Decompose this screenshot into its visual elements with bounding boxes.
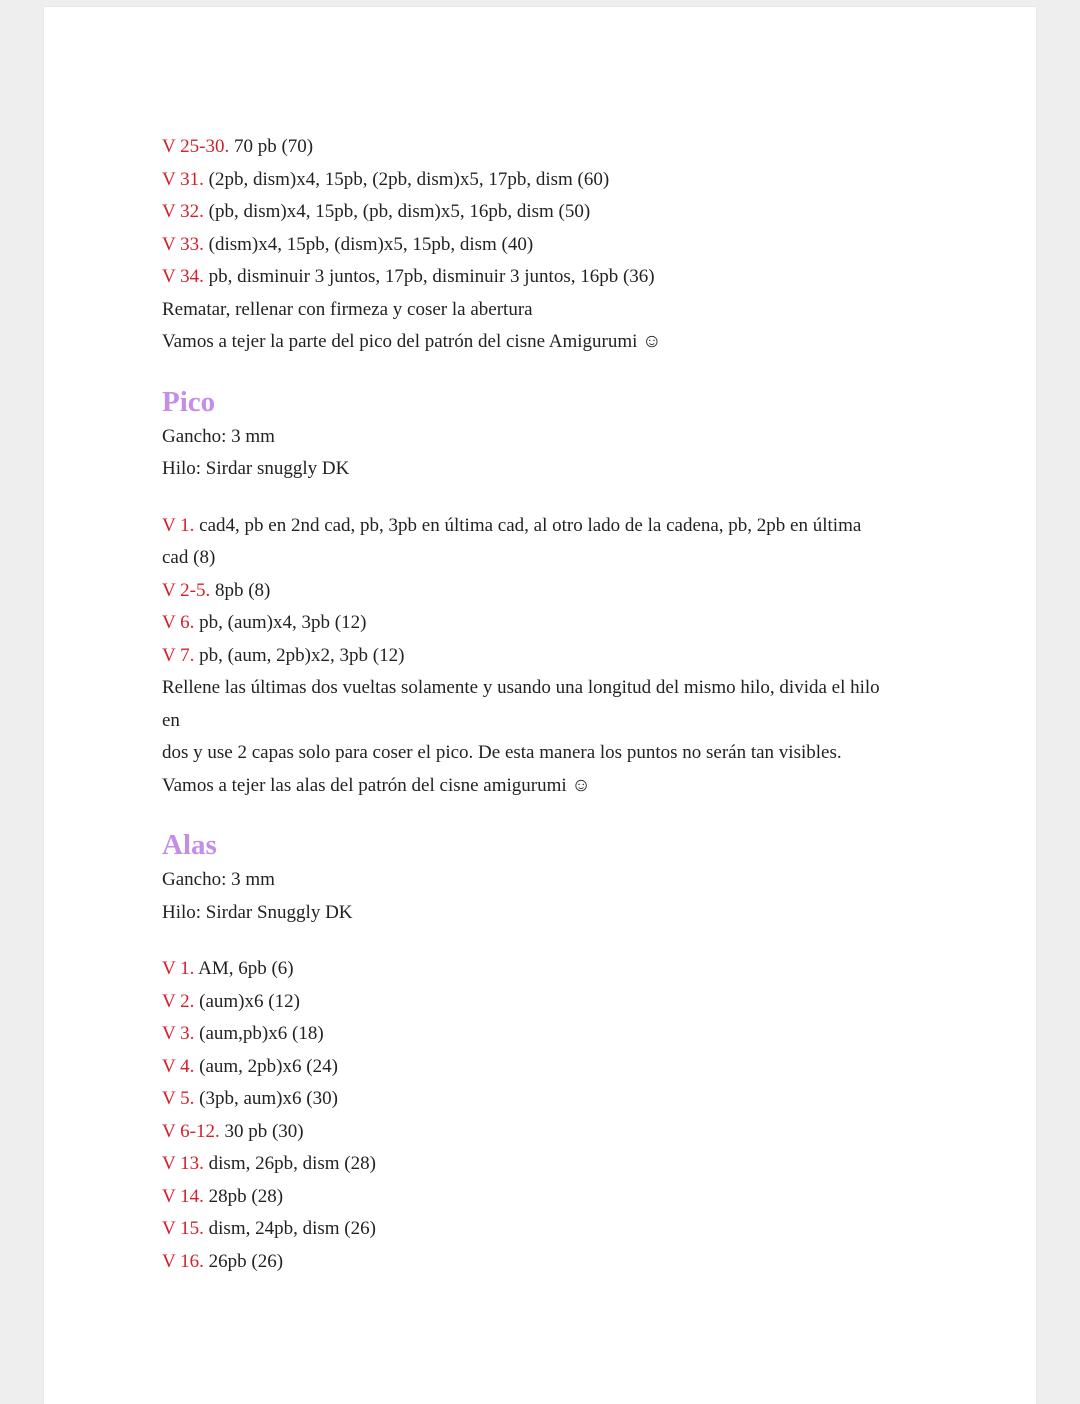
round-label: V 33. — [162, 233, 204, 255]
round-text: (dism)x4, 15pb, (dism)x5, 15pb, dism (40) — [203, 233, 534, 255]
round-label: V 1. — [162, 958, 195, 979]
round-line-continuation: cad (8) — [162, 547, 216, 568]
round-text: dism, 24pb, dism (26) — [203, 1218, 376, 1239]
round-label: V 6-12. — [162, 1120, 220, 1142]
round-label: V 2-5. — [162, 579, 211, 601]
round-label: V 14. — [162, 1185, 204, 1207]
round-line — [162, 229, 942, 262]
round-label: V 16. — [162, 1250, 204, 1272]
yarn-type: Hilo: Sirdar snuggly DK — [162, 458, 350, 479]
round-text: dism, 26pb, dism (28) — [203, 1153, 376, 1174]
round-label: V 32. — [162, 201, 204, 222]
round-line — [162, 164, 942, 197]
round-text: (aum,pb)x6 (18) — [194, 1023, 324, 1044]
document-page — [44, 7, 1036, 1404]
pattern-content — [162, 131, 942, 1278]
instruction-note: dos y use 2 capas solo para coser el pico. De esta manera los puntos no serán tan visibles. — [162, 742, 842, 763]
round-text: (pb, dism)x4, 15pb, (pb, dism)x5, 16pb, dism (50) — [203, 201, 591, 222]
hook-size: Gancho: 3 mm — [162, 869, 275, 890]
round-line — [162, 575, 942, 608]
section-heading-alas: Alas — [162, 829, 217, 861]
round-line — [162, 986, 942, 1019]
instruction-note: en — [162, 709, 180, 731]
round-line — [162, 510, 942, 543]
round-line — [162, 1246, 942, 1279]
instruction-note: Vamos a tejer las alas del patrón del cisne amigurumi ☺ — [162, 774, 591, 796]
round-line — [162, 607, 942, 640]
round-text: 70 pb (70) — [229, 136, 314, 157]
round-label: V 25-30. — [162, 136, 230, 157]
round-line — [162, 196, 942, 229]
round-label: V 15. — [162, 1218, 204, 1239]
round-text: 30 pb (30) — [219, 1120, 304, 1142]
instruction-note: Vamos a tejer la parte del pico del patrón del cisne Amigurumi ☺ — [162, 331, 662, 352]
round-label: V 5. — [162, 1088, 195, 1109]
instruction-note: Rematar, rellenar con firmeza y coser la abertura — [162, 298, 533, 320]
round-line — [162, 261, 942, 294]
round-text: pb, disminuir 3 juntos, 17pb, disminuir 3 juntos, 16pb (36) — [203, 266, 655, 287]
round-label: V 3. — [162, 1023, 195, 1044]
round-label: V 2. — [162, 990, 195, 1012]
round-label: V 7. — [162, 644, 195, 666]
round-text: (aum, 2pb)x6 (24) — [194, 1055, 338, 1077]
section-heading-pico: Pico — [162, 385, 216, 418]
round-line — [162, 1018, 942, 1051]
round-label: V 13. — [162, 1153, 204, 1174]
round-text: pb, (aum, 2pb)x2, 3pb (12) — [194, 644, 405, 666]
round-text: 8pb (8) — [210, 579, 271, 601]
round-line — [162, 1181, 942, 1214]
round-text: pb, (aum)x4, 3pb (12) — [194, 612, 367, 633]
round-line — [162, 131, 942, 164]
round-text: (3pb, aum)x6 (30) — [194, 1088, 338, 1109]
round-line — [162, 1116, 942, 1149]
hook-size: Gancho: 3 mm — [162, 425, 275, 447]
round-label: V 31. — [162, 168, 204, 190]
round-line — [162, 1213, 942, 1246]
round-text: (2pb, dism)x4, 15pb, (2pb, dism)x5, 17pb, dism (60) — [203, 168, 610, 190]
round-label: V 6. — [162, 612, 195, 633]
round-text: AM, 6pb (6) — [194, 958, 294, 979]
round-text: 26pb (26) — [203, 1250, 284, 1272]
round-line — [162, 953, 942, 986]
yarn-type: Hilo: Sirdar Snuggly DK — [162, 901, 353, 923]
round-label: V 1. — [162, 514, 195, 536]
round-label: V 4. — [162, 1055, 195, 1077]
round-line — [162, 640, 942, 673]
round-label: V 34. — [162, 266, 204, 287]
round-line — [162, 1083, 942, 1116]
instruction-note: Rellene las últimas dos vueltas solamente y usando una longitud del mismo hilo, divida el hilo — [162, 677, 880, 698]
round-line — [162, 1148, 942, 1181]
round-text: (aum)x6 (12) — [194, 990, 300, 1012]
round-line — [162, 1051, 942, 1084]
round-text: 28pb (28) — [203, 1185, 284, 1207]
round-text: cad4, pb en 2nd cad, pb, 3pb en última cad, al otro lado de la cadena, pb, 2pb en última — [194, 514, 862, 536]
